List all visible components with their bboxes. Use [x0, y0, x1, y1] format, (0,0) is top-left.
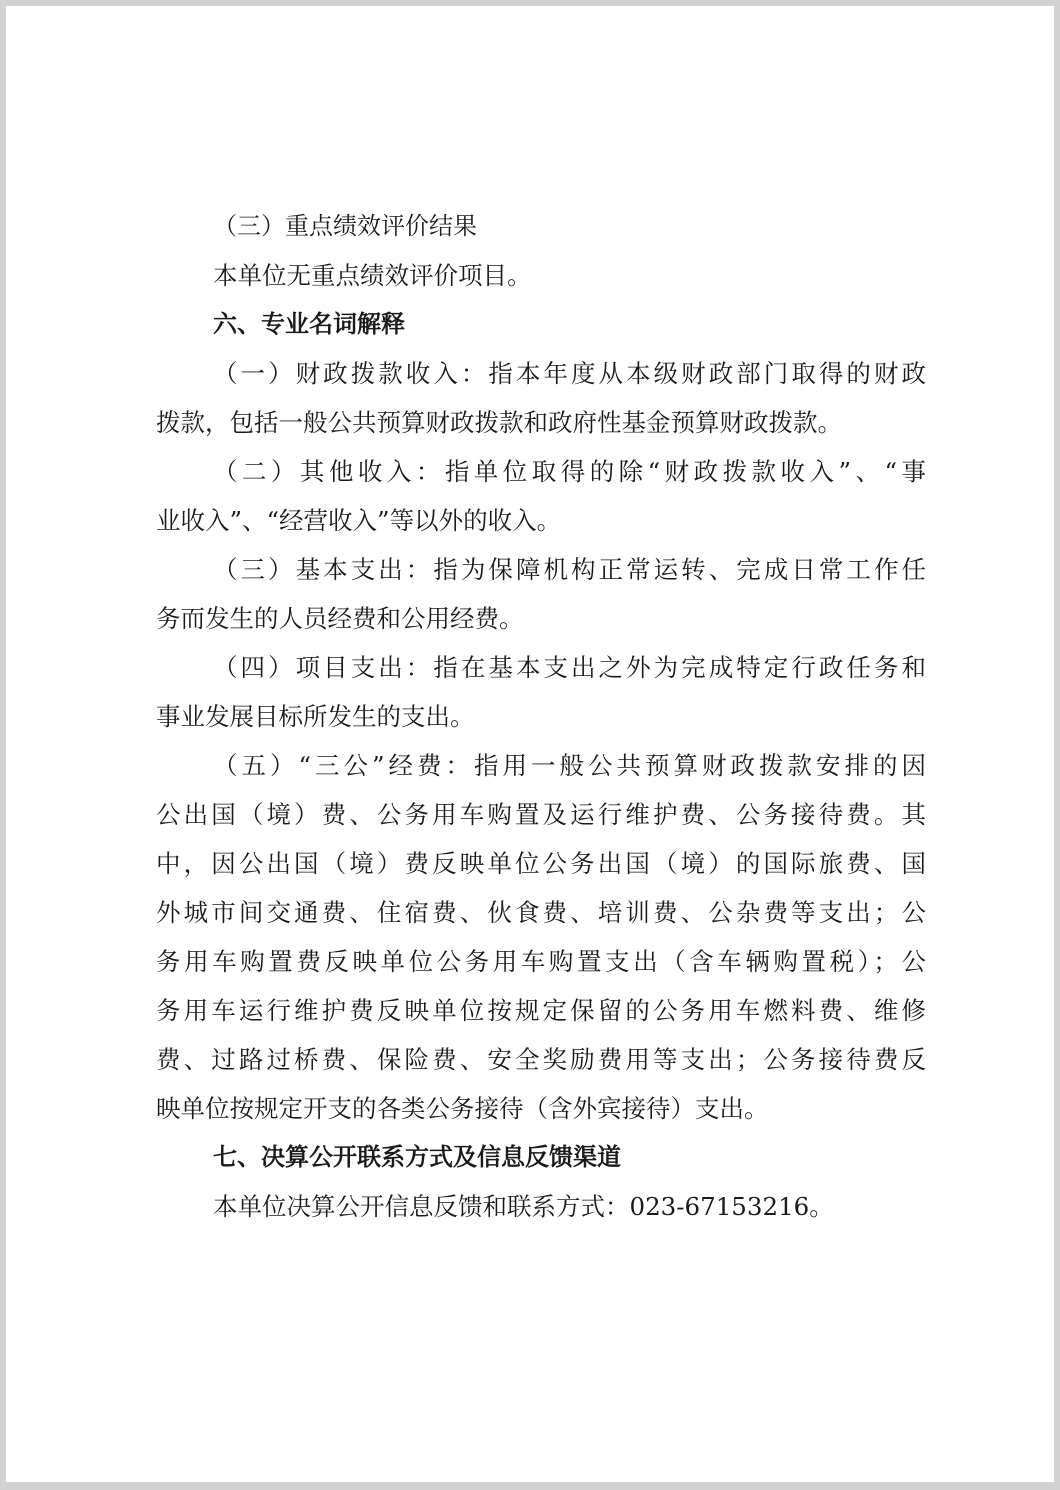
text-line: 业收入”、“经营收入”等以外的收入。 — [156, 506, 562, 535]
text-line: 务用车运行维护费反映单位按规定保留的公务用车燃料费、维修 — [156, 996, 926, 1025]
text-line: （一）财政拨款收入：指本年度从本级财政部门取得的财政 — [213, 359, 926, 388]
text-line: 六、专业名词解释 — [213, 310, 405, 338]
text-line: （三）重点绩效评价结果 — [213, 212, 477, 240]
heading-terminology — [156, 300, 926, 349]
text-line: （三）基本支出：指为保障机构正常运转、完成日常工作任 — [213, 555, 926, 584]
text-line: 七、决算公开联系方式及信息反馈渠道 — [213, 1143, 621, 1171]
paragraph-contact-info — [156, 1182, 926, 1231]
text-line: 中，因公出国（境）费反映单位公务出国（境）的国际旅费、国 — [156, 849, 926, 878]
text-line: 拨款，包括一般公共预算财政拨款和政府性基金预算财政拨款。 — [156, 408, 842, 437]
text-line: （二）其他收入：指单位取得的除“财政拨款收入”、“事 — [213, 457, 926, 486]
text-line: 费、过路过桥费、保险费、安全奖励费用等支出；公务接待费反 — [156, 1045, 926, 1074]
text-line: 公出国（境）费、公务用车购置及运行维护费、公务接待费。其 — [156, 800, 926, 829]
paragraph-basic-expenditure — [156, 545, 926, 643]
text-line: （四）项目支出：指在基本支出之外为完成特定行政任务和 — [213, 653, 926, 682]
text-line: 本单位无重点绩效评价项目。 — [213, 261, 532, 290]
text-line: 外城市间交通费、住宿费、伙食费、培训费、公杂费等支出；公 — [156, 898, 926, 927]
text-line: 务而发生的人员经费和公用经费。 — [156, 604, 524, 633]
paragraph-other-income — [156, 447, 926, 545]
heading-contact-channels — [156, 1133, 926, 1182]
paragraph-fiscal-allocation-income — [156, 349, 926, 447]
text-line: （五）“三公”经费：指用一般公共预算财政拨款安排的因 — [213, 751, 926, 780]
paragraph-project-expenditure — [156, 643, 926, 741]
document-page — [156, 202, 926, 1231]
paragraph-no-key-projects — [156, 251, 926, 300]
text-line: 本单位决算公开信息反馈和联系方式：023-67153216。 — [213, 1192, 834, 1221]
text-line: 事业发展目标所发生的支出。 — [156, 702, 475, 731]
subheading-key-performance-results — [156, 202, 926, 251]
text-line: 映单位按规定开支的各类公务接待（含外宾接待）支出。 — [156, 1094, 769, 1123]
text-line: 务用车购置费反映单位公务用车购置支出（含车辆购置税）；公 — [156, 947, 926, 976]
paragraph-three-public-expenses — [156, 741, 926, 1133]
